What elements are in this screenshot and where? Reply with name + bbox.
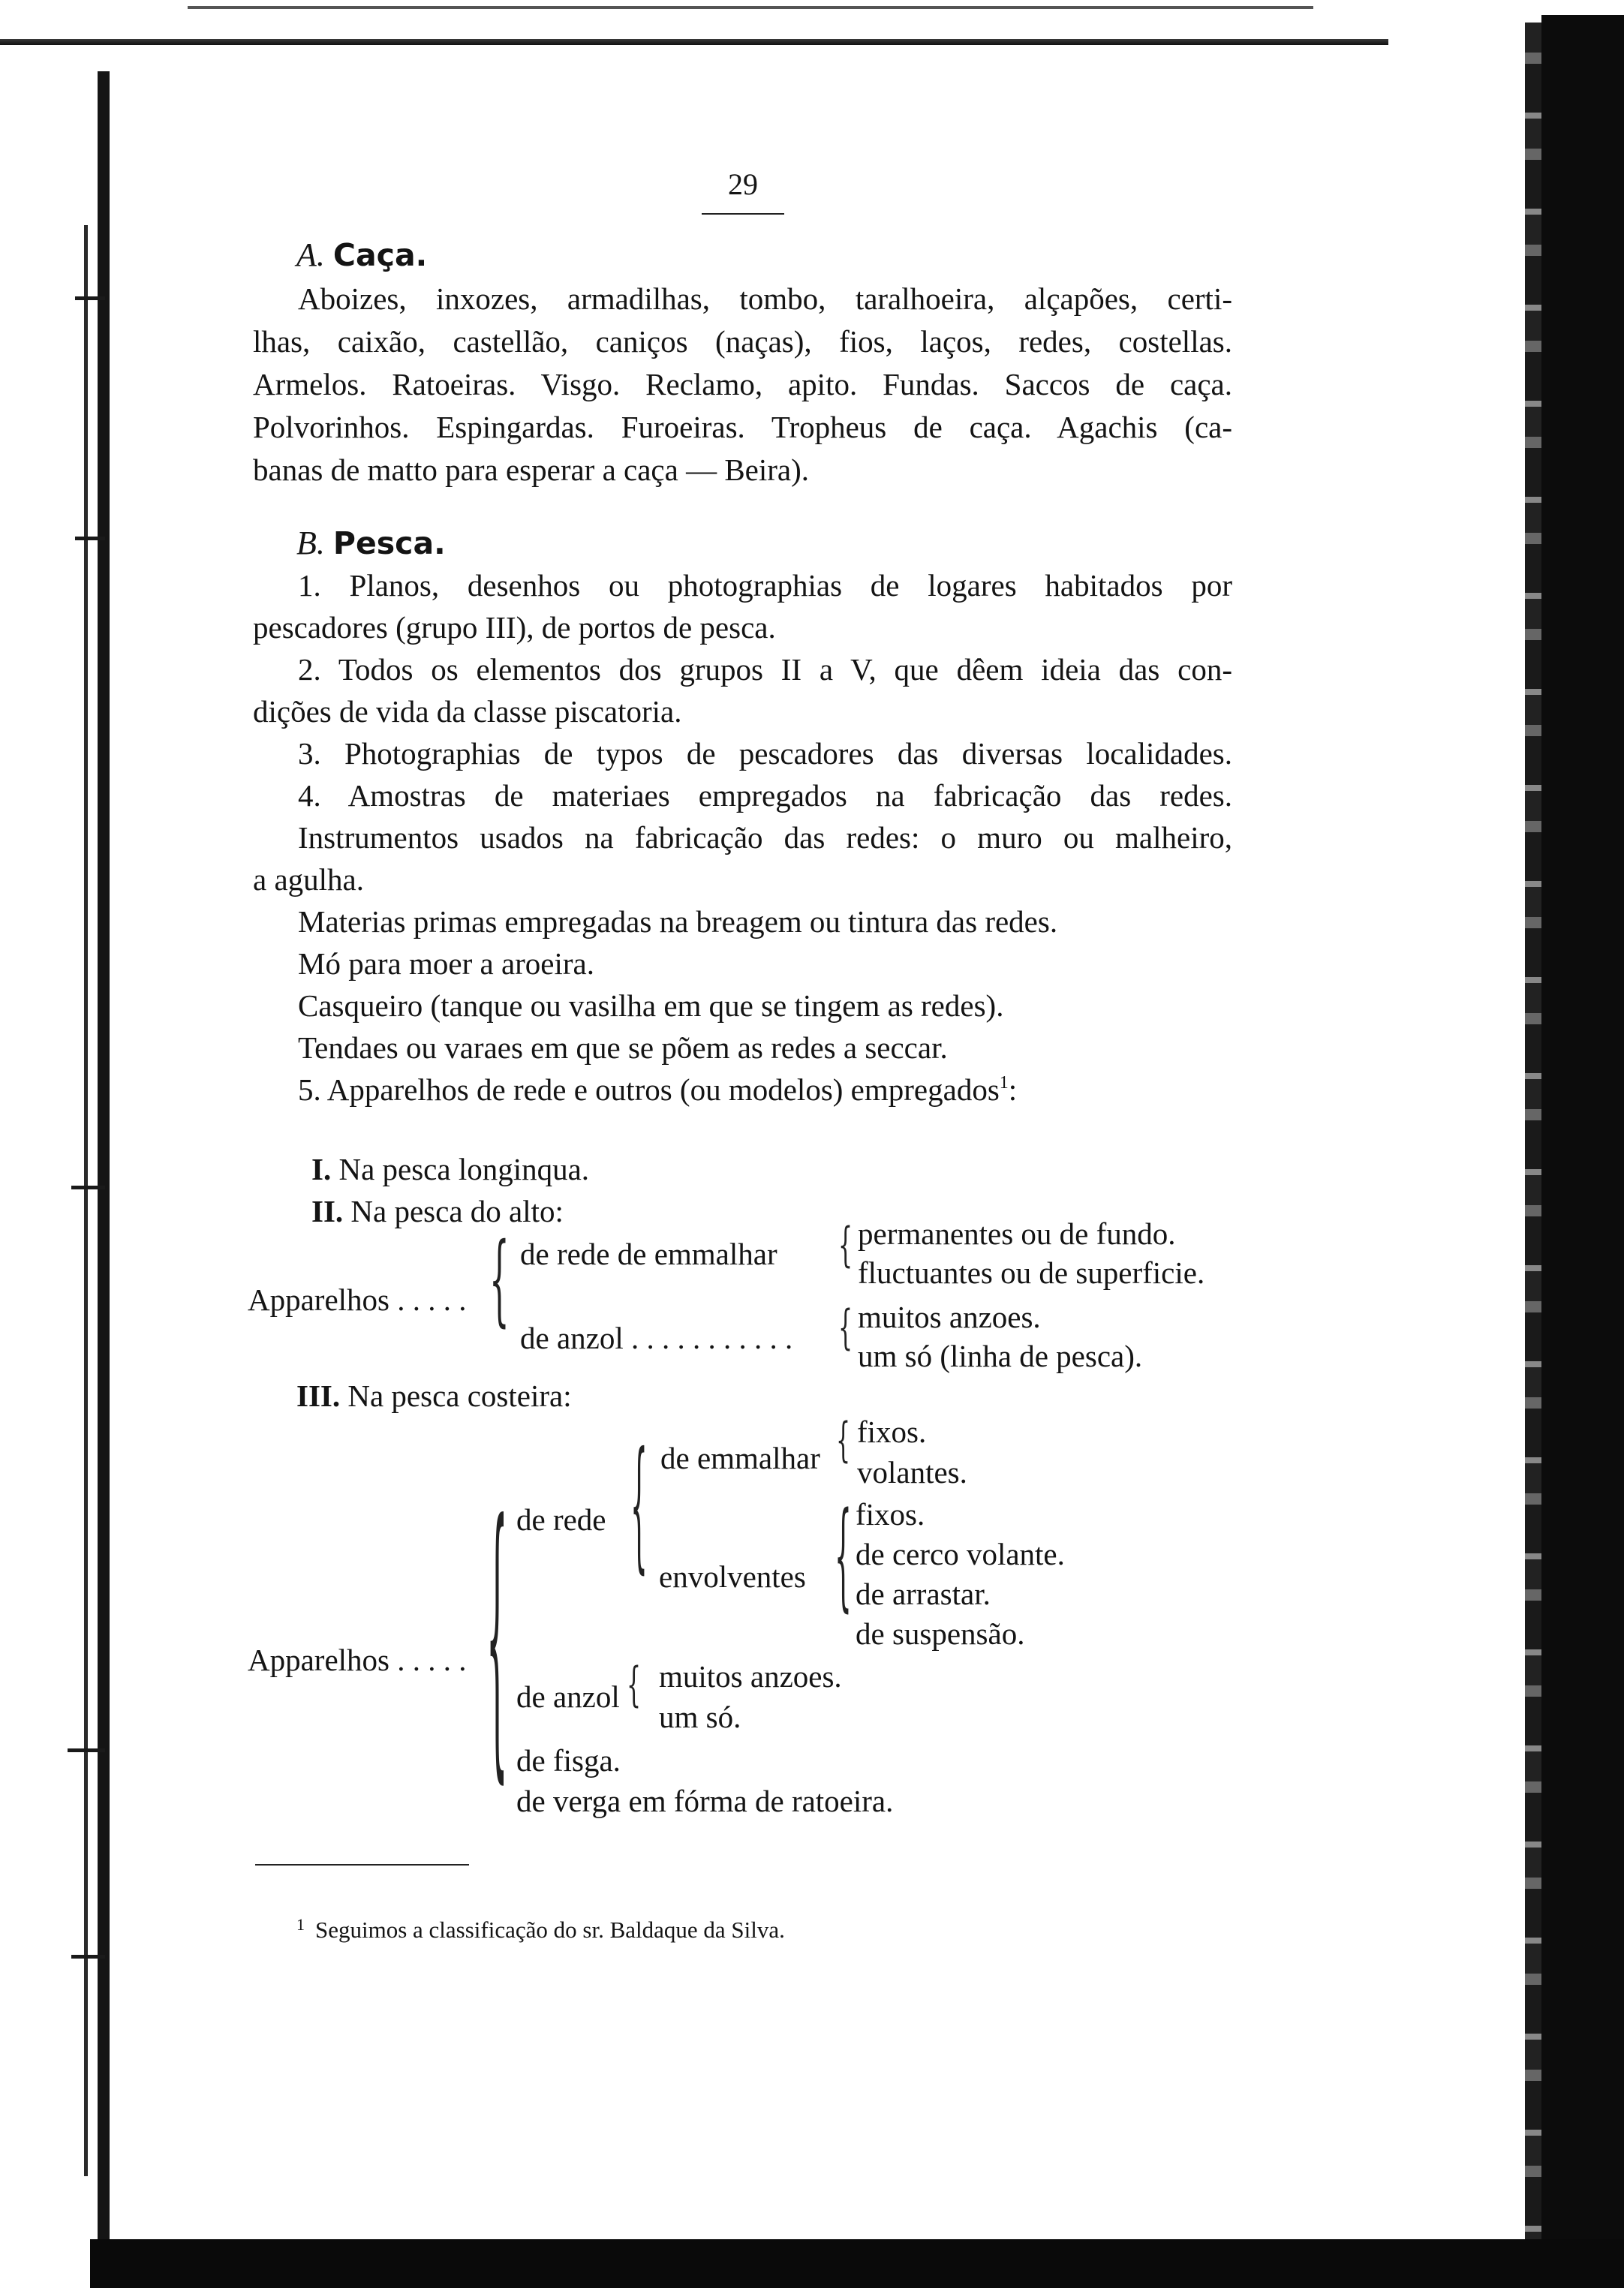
- ii-tree-rede: de rede de emmalhar: [520, 1237, 777, 1271]
- heading-iii: [296, 1381, 572, 1412]
- heading-ii: [311, 1196, 564, 1227]
- footnote-text: Seguimos a classificação do sr. Baldaque da Silva.: [315, 1917, 785, 1943]
- scan-edge-right-texture: [1525, 23, 1541, 2244]
- ii-tree-anzol-item: muitos anzoes.: [858, 1300, 1041, 1334]
- ii-tree-root: Apparelhos . . . . .: [248, 1282, 467, 1317]
- heading-i-number: I.: [311, 1152, 332, 1186]
- brace-symbol: {: [838, 1300, 853, 1355]
- heading-i-text: Na pesca longinqua.: [338, 1152, 590, 1186]
- section-b-line: dições de vida da classe piscatoria.: [253, 694, 682, 729]
- section-b-title: Pesca.: [332, 525, 446, 561]
- brace-symbol: {: [835, 1488, 852, 1625]
- iii-tree-anzol: de anzol: [516, 1679, 620, 1714]
- iii-tree-anzol-item: um só.: [659, 1700, 741, 1734]
- brace-symbol: {: [486, 1465, 508, 1811]
- section-b-heading: [296, 527, 446, 560]
- iii-tree-rede: de rede: [516, 1502, 606, 1537]
- section-a-title: Caça.: [332, 237, 428, 273]
- scan-binding-left-thin: [84, 225, 88, 2176]
- section-b-line-5: [298, 1072, 1018, 1107]
- section-b-line: Tendaes ou varaes em que se põem as redes a seccar.: [298, 1030, 948, 1065]
- section-b-line: Instrumentos usados na fabricação das redes: o muro ou malheiro,: [298, 820, 1232, 855]
- heading-ii-text: Na pesca do alto:: [350, 1194, 564, 1228]
- section-a-line: Polvorinhos. Espingardas. Furoeiras. Tropheus de caça. Agachis (ca-: [253, 410, 1232, 444]
- iii-tree-emmalhar: de emmalhar: [660, 1441, 820, 1475]
- page-number-rule: [702, 213, 784, 215]
- section-a-heading: [296, 236, 428, 273]
- ii-tree-rede-item: permanentes ou de fundo.: [858, 1216, 1176, 1251]
- brace-symbol: {: [838, 1218, 853, 1273]
- brace-symbol: {: [489, 1222, 510, 1338]
- scan-mark: [75, 537, 105, 540]
- footnote-rule: [255, 1864, 469, 1866]
- section-b-line: pescadores (grupo III), de portos de pesca.: [253, 610, 776, 645]
- iii-tree-envolventes-item: de arrastar.: [856, 1577, 991, 1611]
- section-b-line: 1. Planos, desenhos ou photographias de logares habitados por: [298, 568, 1232, 603]
- section-a-line: Aboizes, inxozes, armadilhas, tombo, taralhoeira, alçapões, certi-: [298, 281, 1232, 316]
- scan-mark: [71, 1955, 105, 1959]
- iii-tree-verga: de verga em fórma de ratoeira.: [516, 1784, 894, 1818]
- section-b-line: Mó para moer a aroeira.: [298, 946, 594, 981]
- brace-symbol: {: [627, 1658, 642, 1712]
- iii-tree-anzol-item: muitos anzoes.: [659, 1659, 842, 1694]
- ii-tree-anzol: de anzol . . . . . . . . . . .: [520, 1321, 793, 1355]
- brace-symbol: {: [836, 1413, 851, 1468]
- iii-tree-envolventes-item: de cerco volante.: [856, 1537, 1065, 1571]
- section-b-line: 3. Photographias de typos de pescadores das diversas localidades.: [298, 736, 1232, 771]
- heading-ii-number: II.: [311, 1194, 344, 1228]
- section-b-line: 5. Apparelhos de rede e outros (ou modelos) empregados: [298, 1072, 1000, 1107]
- footnote-reference: 1: [999, 1073, 1009, 1093]
- scan-edge-right: [1541, 15, 1624, 2288]
- ii-tree-anzol-item: um só (linha de pesca).: [858, 1339, 1143, 1373]
- footnote: [296, 1915, 785, 1944]
- iii-tree-emmalhar-item: volantes.: [857, 1455, 967, 1490]
- iii-tree-emmalhar-item: fixos.: [857, 1415, 927, 1449]
- iii-tree-root: Apparelhos . . . . .: [248, 1643, 467, 1677]
- section-a-line: lhas, caixão, castellão, caniços (naças), fios, laços, redes, costellas.: [253, 324, 1232, 359]
- section-b-line: 2. Todos os elementos dos grupos II a V, que dêem ideia das con-: [298, 652, 1232, 687]
- footnote-mark: 1: [296, 1915, 305, 1934]
- section-a-letter: A.: [296, 236, 325, 273]
- iii-tree-fisga: de fisga.: [516, 1743, 621, 1778]
- scan-edge-top: [0, 39, 1388, 45]
- heading-iii-text: Na pesca costeira:: [347, 1379, 572, 1413]
- section-b-line: a agulha.: [253, 862, 364, 897]
- section-a-line: banas de matto para esperar a caça — Beira).: [253, 452, 810, 487]
- section-b-line: Casqueiro (tanque ou vasilha em que se tingem as redes).: [298, 988, 1004, 1023]
- section-b-line: 4. Amostras de materiaes empregados na fabricação das redes.: [298, 778, 1232, 813]
- brace-symbol: {: [630, 1423, 648, 1589]
- scan-binding-left: [98, 71, 110, 2240]
- heading-iii-number: III.: [296, 1379, 341, 1413]
- scan-edge-bottom: [90, 2239, 1624, 2288]
- section-b-line: Materias primas empregadas na breagem ou tintura das redes.: [298, 904, 1058, 939]
- scan-mark: [75, 296, 105, 300]
- scan-edge-top-thin: [188, 6, 1313, 9]
- iii-tree-envolventes: envolventes: [659, 1559, 806, 1594]
- line-colon: :: [1008, 1072, 1018, 1107]
- scan-mark: [71, 1186, 105, 1189]
- ii-tree-rede-item: fluctuantes ou de superficie.: [858, 1255, 1205, 1290]
- page-number: 29: [728, 167, 758, 201]
- iii-tree-envolventes-item: fixos.: [856, 1497, 925, 1532]
- section-b-letter: B.: [296, 525, 325, 561]
- section-a-line: Armelos. Ratoeiras. Visgo. Reclamo, apito. Fundas. Saccos de caça.: [253, 367, 1232, 401]
- heading-i: [311, 1154, 589, 1185]
- iii-tree-envolventes-item: de suspensão.: [856, 1616, 1025, 1651]
- scan-mark: [68, 1748, 105, 1752]
